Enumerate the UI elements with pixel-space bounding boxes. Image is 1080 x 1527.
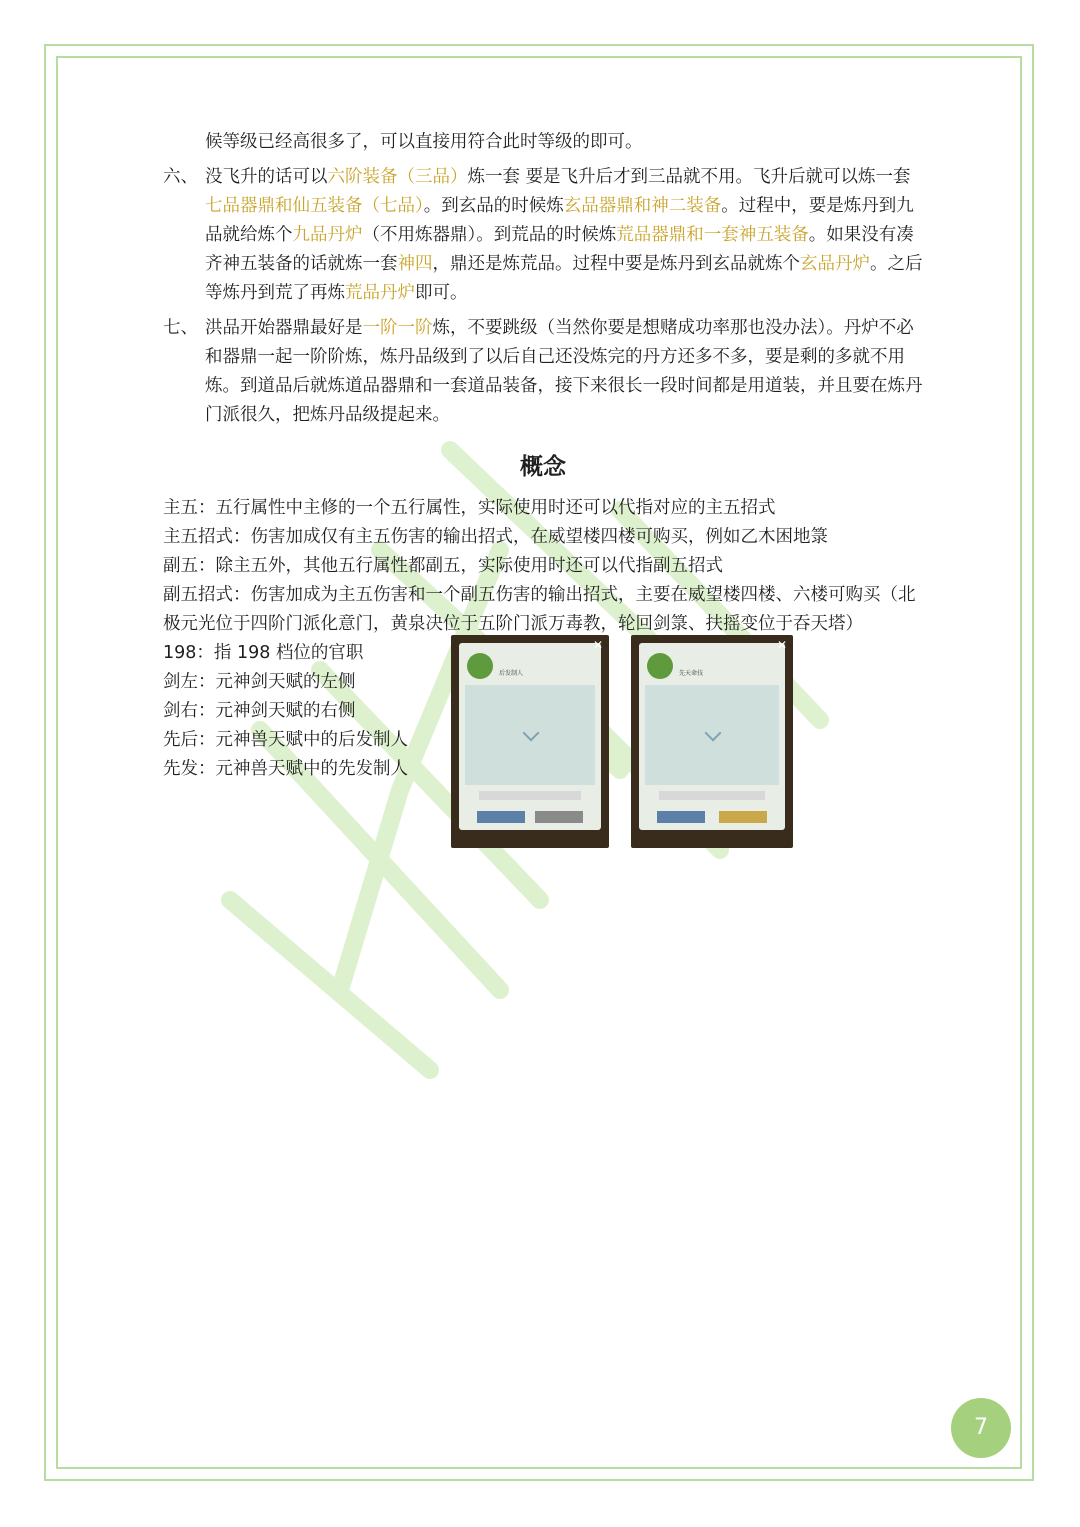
short-concepts-area	[163, 639, 923, 784]
talent-icon	[647, 653, 673, 679]
close-icon: ✕	[592, 638, 603, 652]
concept-line: 副五招式：伤害加成为主五伤害和一个副五伤害的输出招式，主要在威望楼四楼、六楼可购买（北极元光位于四阶门派化意门，黄泉决位于五阶门派万毒教，轮回剑箓、扶摇变位于吞天塔）	[163, 585, 916, 634]
dialog-panel	[639, 643, 785, 830]
screenshot-talent-2	[631, 635, 793, 848]
concept-line: 剑右：元神剑天赋的右侧	[163, 701, 356, 721]
close-icon: ✕	[776, 638, 787, 652]
dialog-title: 后发制人	[499, 670, 524, 677]
cost-bar	[479, 791, 581, 800]
concept-line: 剑左：元神剑天赋的左侧	[163, 672, 356, 692]
right-button	[535, 811, 583, 823]
concept-line: 主五招式：伤害加成仅有主五伤害的输出招式，在威望楼四楼可购买，例如乙木困地箓	[163, 527, 828, 547]
concept-line: 先后：元神兽天赋中的后发制人	[163, 730, 408, 750]
screenshot-talent-1	[451, 635, 609, 848]
list-item-7: 七、 洪品开始器鼎最好是一阶一阶炼，不要跳级（当然你要是想赌成功率那也没办法）。丹炉不必和器鼎一起一阶阶炼，炼丹品级到了以后自己还没炼完的丹方还多不多，要是剩的多就不用炼。到道品后就炼道品器鼎和一套道品装备，接下来很长一段时间都是用道装，并且要在炼丹门派很久，把炼丹品级提起来。	[163, 314, 923, 430]
list-number: 七、	[163, 318, 198, 338]
concept-line: 副五：除主五外，其他五行属性都副五，实际使用时还可以代指副五招式	[163, 556, 723, 576]
concept-line: 先发：元神兽天赋中的先发制人	[163, 759, 408, 779]
talent-icon	[467, 653, 493, 679]
list-item-6: 六、 没飞升的话可以六阶装备（三品）炼一套 要是飞升后才到三品就不用。飞升后就可以炼一套七品器鼎和仙五装备（七品）。到玄品的时候炼玄品器鼎和神二装备。过程中，要是炼丹到九品就给炼个九品丹炉（不用炼器鼎）。到荒品的时候炼荒品器鼎和一套神五装备。如果没有凑齐神五装备的话就炼一套神四，鼎还是炼荒品。过程中要是炼丹到玄品就炼个玄品丹炉。之后等炼丹到荒了再炼荒品丹炉即可。	[163, 163, 923, 308]
concept-line: 198：指 198 档位的官职	[163, 643, 364, 663]
section-heading: 概念	[520, 454, 566, 480]
left-button	[657, 811, 705, 823]
right-button	[719, 811, 767, 823]
concept-line: 主五：五行属性中主修的一个五行属性，实际使用时还可以代指对应的主五招式	[163, 498, 776, 518]
continuation-text: 候等级已经高很多了，可以直接用符合此时等级的即可。	[205, 132, 643, 152]
list-number: 六、	[163, 167, 198, 187]
document-body	[163, 128, 923, 784]
dialog-title: 先天命技	[679, 670, 704, 677]
page-number-badge: 7	[951, 1398, 1011, 1458]
game-screenshots	[451, 635, 796, 850]
dialog-panel	[459, 643, 601, 830]
left-button	[477, 811, 525, 823]
cost-bar	[659, 791, 765, 800]
